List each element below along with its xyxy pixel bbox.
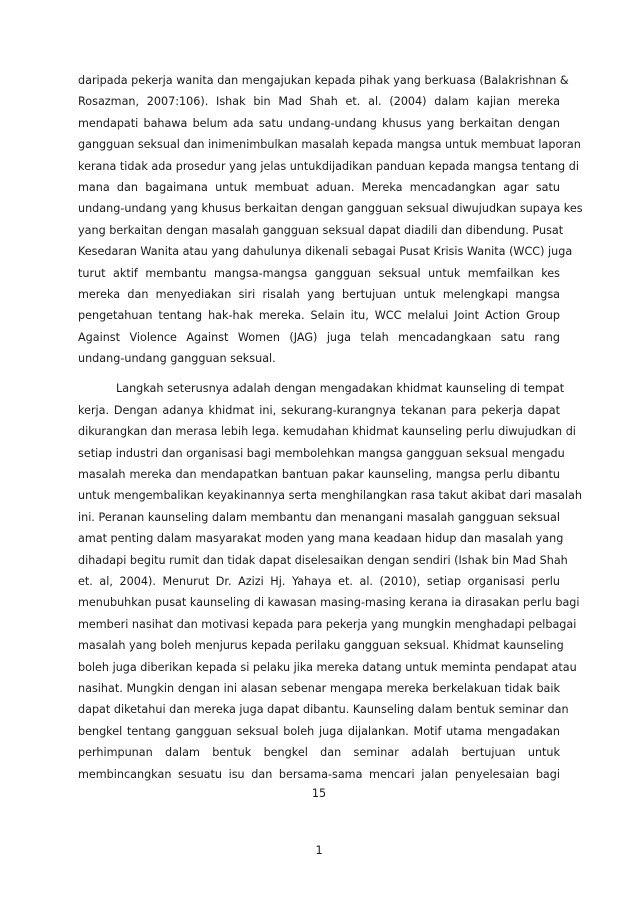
text-line: perhimpunan dalam bentuk bengkel dan seminar adalah bertujuan untuk bbox=[78, 746, 560, 760]
text-line: pengetahuan tentang hak-hak mereka. Selain itu, WCC melalui Joint Action Group bbox=[78, 309, 560, 323]
text-line: boleh juga diberikan kepada si pelaku jika mereka datang untuk meminta pendapat atau bbox=[78, 660, 577, 674]
text-line: daripada pekerja wanita dan mengajukan kepada pihak yang berkuasa (Balakrishnan & bbox=[78, 74, 569, 87]
text-line: undang-undang gangguan seksual. bbox=[78, 352, 276, 366]
text-line: mereka dan menyediakan siri risalah yang bertujuan untuk melengkapi mangsa bbox=[78, 287, 560, 301]
text-line: yang berkaitan dengan masalah gangguan seksual dapat diadili dan dibendung. Pusat bbox=[78, 223, 564, 237]
text-line: setiap industri dan organisasi bagi membolehkan mangsa gangguan seksual mengadu bbox=[78, 446, 565, 460]
paragraph bbox=[78, 378, 582, 784]
text-line: ini. Peranan kaunseling dalam membantu dan menangani masalah gangguan seksual bbox=[78, 510, 560, 524]
paragraph bbox=[78, 70, 583, 369]
page-number-inner: 15 bbox=[311, 787, 327, 800]
text-line: masalah yang boleh menjurus kepada perilaku gangguan seksual. Khidmat kaunseling bbox=[78, 639, 564, 653]
text-line: kerana tidak ada prosedur yang jelas untukdijadikan panduan kepada mangsa tentang di bbox=[78, 159, 579, 173]
text-line: bengkel tentang gangguan seksual boleh juga dijalankan. Motif utama mengadakan bbox=[78, 724, 560, 738]
text-line: mana dan bagaimana untuk membuat aduan. Mereka mencadangkan agar satu bbox=[78, 180, 560, 194]
text-line: gangguan seksual dan inimenimbulkan masalah kepada mangsa untuk membuat laporan bbox=[78, 138, 581, 152]
text-line: undang-undang yang khusus berkaitan dengan gangguan seksual diwujudkan supaya kes bbox=[78, 202, 583, 216]
text-line: mendapati bahawa belum ada satu undang-undang khusus yang berkaitan dengan bbox=[78, 116, 560, 130]
text-line: et. al, 2004). Menurut Dr. Azizi Hj. Yahaya et. al. (2010), setiap organisasi perlu bbox=[78, 574, 560, 588]
page-number-outer: 1 bbox=[315, 844, 323, 857]
text-line: menubuhkan pusat kaunseling di kawasan masing-masing kerana ia dirasakan perlu bagi bbox=[78, 596, 580, 610]
text-line: Rosazman, 2007:106). Ishak bin Mad Shah et. al. (2004) dalam kajian mereka bbox=[78, 95, 560, 109]
text-line: membincangkan sesuatu isu dan bersama-sama mencari jalan penyelesaian bagi bbox=[78, 767, 560, 781]
text-line: masalah mereka dan mendapatkan bantuan pakar kaunseling, mangsa perlu dibantu bbox=[78, 468, 560, 482]
text-line: memberi nasihat dan motivasi kepada para pekerja yang mungkin menghadapi pelbagai bbox=[78, 617, 577, 631]
text-line: untuk mengembalikan keyakinannya serta menghilangkan rasa takut akibat dari masalah bbox=[78, 489, 582, 503]
text-line: amat penting dalam masyarakat moden yang mana keadaan hidup dan masalah yang bbox=[78, 532, 564, 546]
text-line: Against Violence Against Women (JAG) juga telah mencadangkaan satu rang bbox=[78, 330, 560, 344]
text-line: nasihat. Mungkin dengan ini alasan sebenar mengapa mereka berkelakuan tidak baik bbox=[78, 681, 560, 695]
body-text bbox=[78, 70, 583, 785]
text-line: dikurangkan dan merasa lebih lega. kemudahan khidmat kaunseling perlu diwujudkan di bbox=[78, 425, 576, 439]
text-line: Kesedaran Wanita atau yang dahulunya dikenali sebagai Pusat Krisis Wanita (WCC) juga bbox=[78, 245, 573, 259]
text-line: dihadapi begitu rumit dan tidak dapat diselesaikan dengan sendiri (Ishak bin Mad Shah bbox=[78, 553, 568, 567]
text-line: kerja. Dengan adanya khidmat ini, sekurang-kurangnya tekanan para pekerja dapat bbox=[78, 403, 560, 417]
text-line: turut aktif membantu mangsa-mangsa gangguan seksual untuk memfailkan kes bbox=[78, 266, 560, 280]
text-line: Langkah seterusnya adalah dengan mengadakan khidmat kaunseling di tempat bbox=[116, 382, 565, 396]
text-line: dapat diketahui dan mereka juga dapat dibantu. Kaunseling dalam bentuk seminar dan bbox=[78, 703, 569, 717]
